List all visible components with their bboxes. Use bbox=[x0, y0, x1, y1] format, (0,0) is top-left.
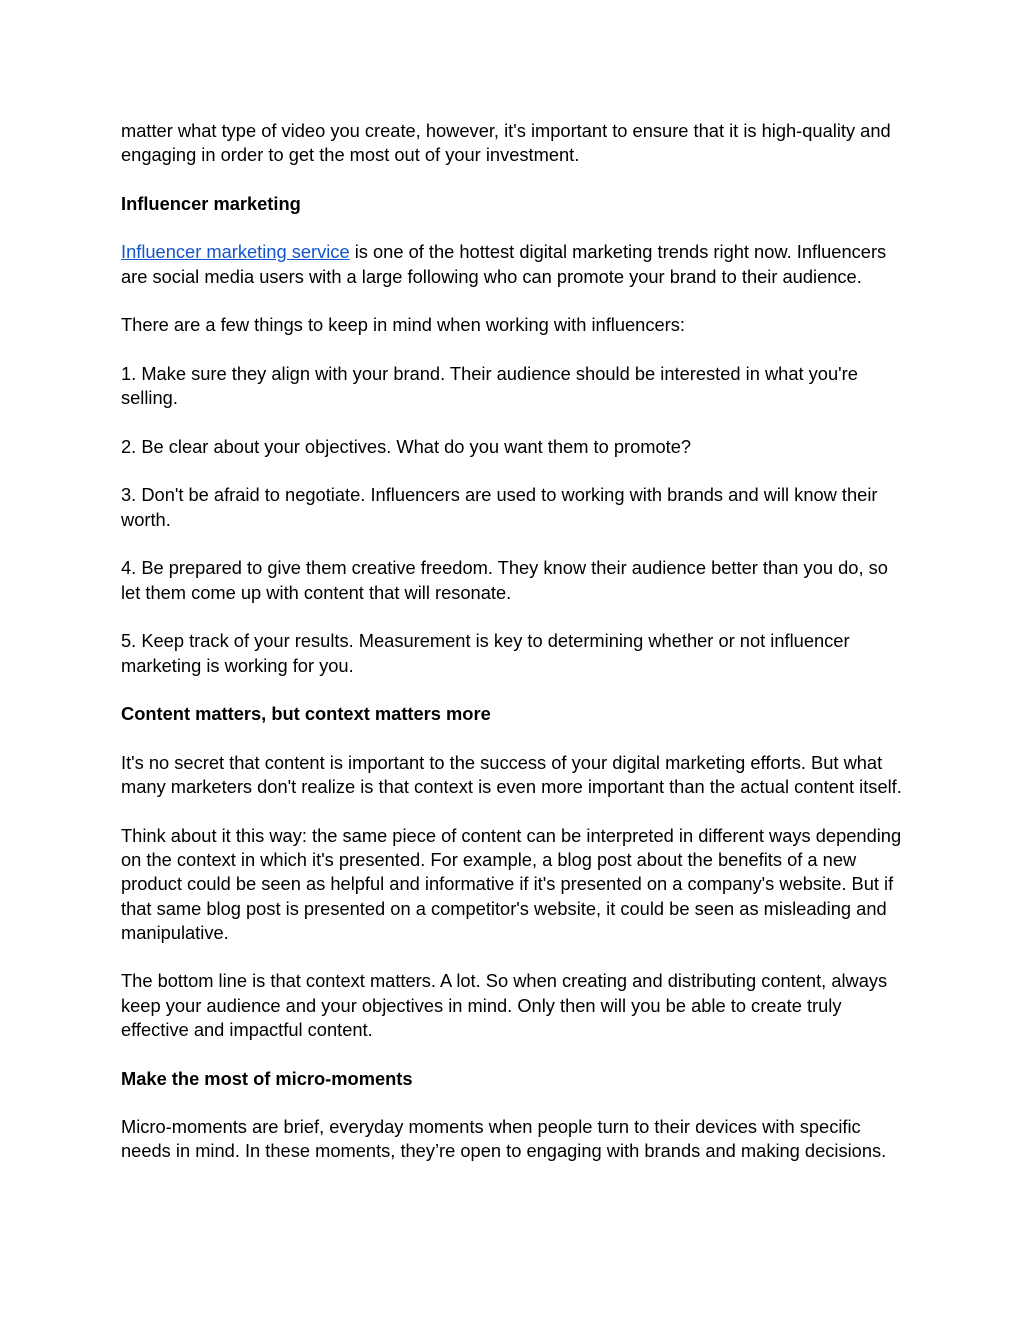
heading-influencer-marketing: Influencer marketing bbox=[121, 192, 301, 214]
paragraph-context-2: Think about it this way: the same piece of content can be interpreted in different ways depending on the context in which it's presented. For example, a blog post about the benefits of a new product could be seen as helpful and informative if it's presented on a company's website. But if that same blog post is presented on a competitor's website, it could be seen as misleading and manipulative. bbox=[121, 824, 902, 943]
influencer-marketing-service-link[interactable]: Influencer marketing service bbox=[121, 241, 350, 263]
list-item-2: 2. Be clear about your objectives. What do you want them to promote? bbox=[121, 435, 692, 457]
heading-context-matters: Content matters, but context matters more bbox=[121, 703, 491, 725]
heading-micro-moments: Make the most of micro-moments bbox=[121, 1067, 413, 1089]
paragraph-context-1: It's no secret that content is important to the success of your digital marketing efforts. But what many marketers don't realize is that context is even more important than the actual content itself. bbox=[121, 751, 902, 798]
list-item-1: 1. Make sure they align with your brand. Their audience should be interested in what you're selling. bbox=[121, 362, 858, 409]
paragraph-influencer-intro bbox=[121, 240, 911, 289]
list-item-3: 3. Don't be afraid to negotiate. Influencers are used to working with brands and will know their worth. bbox=[121, 484, 878, 530]
list-item-4: 4. Be prepared to give them creative freedom. They know their audience better than you do, so let them come up with content that will resonate. bbox=[121, 557, 888, 603]
paragraph-influencer-things: There are a few things to keep in mind when working with influencers: bbox=[121, 314, 685, 336]
document-page bbox=[121, 119, 911, 1188]
influencer-intro-text: is one of the hottest digital marketing trends right now. Influencers are social media users with a large following who can promote your brand to their audience. bbox=[121, 241, 887, 287]
paragraph-video-end: matter what type of video you create, however, it's important to ensure that it is high-quality and engaging in order to get the most out of your investment. bbox=[121, 120, 891, 166]
paragraph-context-3: The bottom line is that context matters. A lot. So when creating and distributing content, always keep your audience and your objectives in mind. Only then will you be able to create truly effective and impactful content. bbox=[121, 970, 888, 1040]
list-item-5: 5. Keep track of your results. Measurement is key to determining whether or not influencer marketing is working for you. bbox=[121, 630, 850, 676]
paragraph-micro-1: Micro-moments are brief, everyday moments when people turn to their devices with specific needs in mind. In these moments, they’re open to engaging with brands and making decisions. bbox=[121, 1116, 887, 1162]
